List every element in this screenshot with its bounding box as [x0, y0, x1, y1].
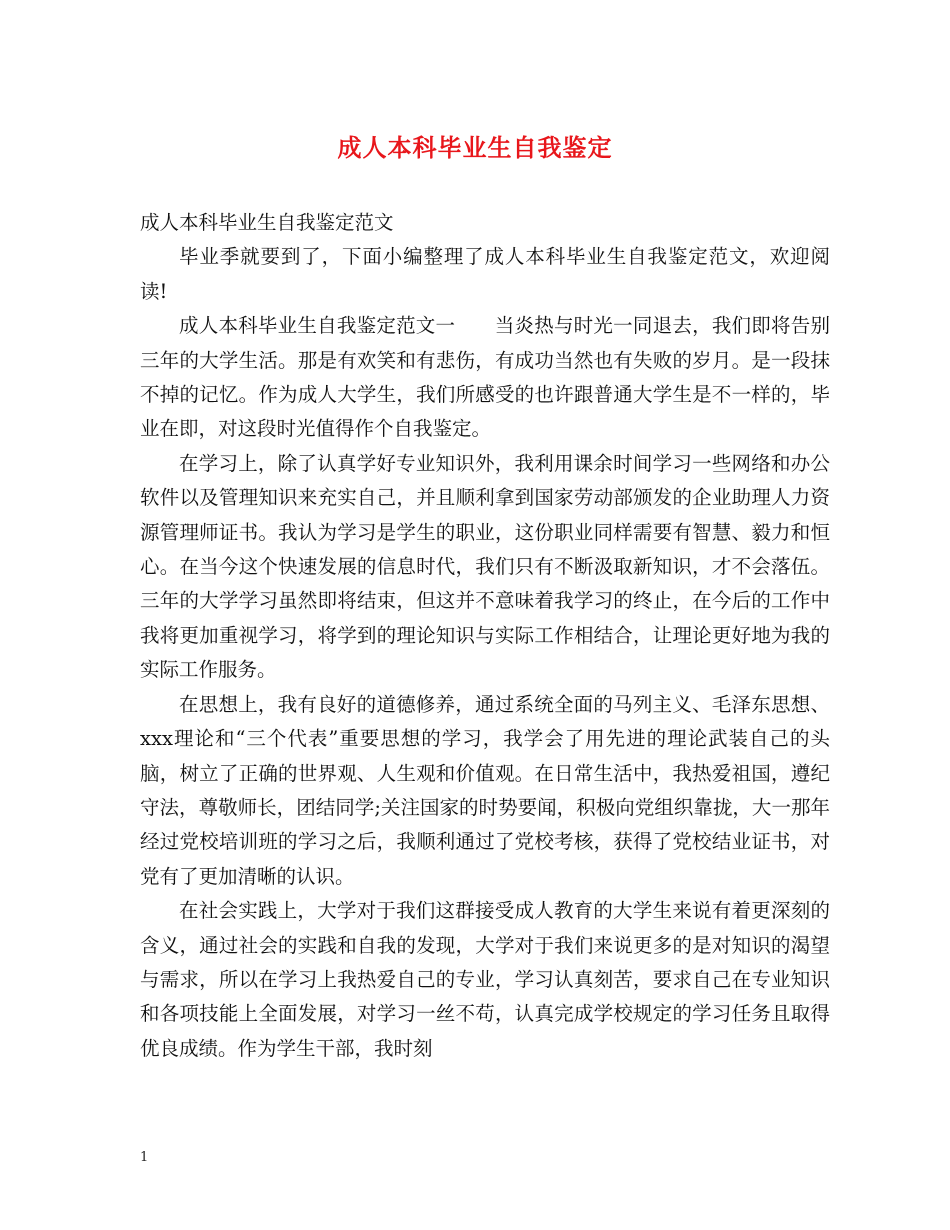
paragraph-opening: 成人本科毕业生自我鉴定范文一 当炎热与时光一同退去，我们即将告别三年的大学生活。那是有欢笑和有悲伤，有成功当然也有失败的岁月。是一段抹不掉的记忆。作为成人大学生，我们所感受的也许跟普通大学生是不一样的，毕业在即，对这段时光值得作个自我鉴定。 — [140, 314, 830, 441]
paragraph-ideology: 在思想上，我有良好的道德修养，通过系统全面的马列主义、毛泽东思想、xxx理论和“三个代表”重要思想的学习，我学会了用先进的理论武装自己的头脑，树立了正确的世界观、人生观和价值观。在日常生活中，我热爱祖国，遵纪守法，尊敬师长，团结同学;关注国家的时势要闻，积极向党组织靠拢，大一那年经过党校培训班的学习之后，我顺利通过了党校考核，获得了党校结业证书，对党有了更加清晰的认识。 — [140, 692, 830, 888]
document-title: 成人本科毕业生自我鉴定 — [337, 133, 613, 162]
paragraph-practice: 在社会实践上，大学对于我们这群接受成人教育的大学生来说有着更深刻的含义，通过社会的实践和自我的发现，大学对于我们来说更多的是对知识的渴望与需求，所以在学习上我热爱自己的专业，学习认真刻苦，要求自己在专业知识和各项技能上全面发展，对学习一丝不苟，认真完成学校规定的学习任务且取得优良成绩。作为学生干部，我时刻 — [140, 899, 830, 1060]
document-body — [140, 206, 830, 1066]
page-number: 1 — [140, 1150, 149, 1165]
paragraph-study: 在学习上，除了认真学好专业知识外，我利用课余时间学习一些网络和办公软件以及管理知识来充实自己，并且顺利拿到国家劳动部颁发的企业助理人力资源管理师证书。我认为学习是学生的职业，这份职业同样需要有智慧、毅力和恒心。在当今这个快速发展的信息时代，我们只有不断汲取新知识，才不会落伍。三年的大学学习虽然即将结束，但这并不意味着我学习的终止，在今后的工作中我将更加重视学习，将学到的理论知识与实际工作相结合，让理论更好地为我的实际工作服务。 — [140, 451, 830, 682]
document-subtitle: 成人本科毕业生自我鉴定范文 — [140, 211, 394, 234]
paragraph-intro: 毕业季就要到了，下面小编整理了成人本科毕业生自我鉴定范文，欢迎阅读! — [140, 245, 830, 303]
